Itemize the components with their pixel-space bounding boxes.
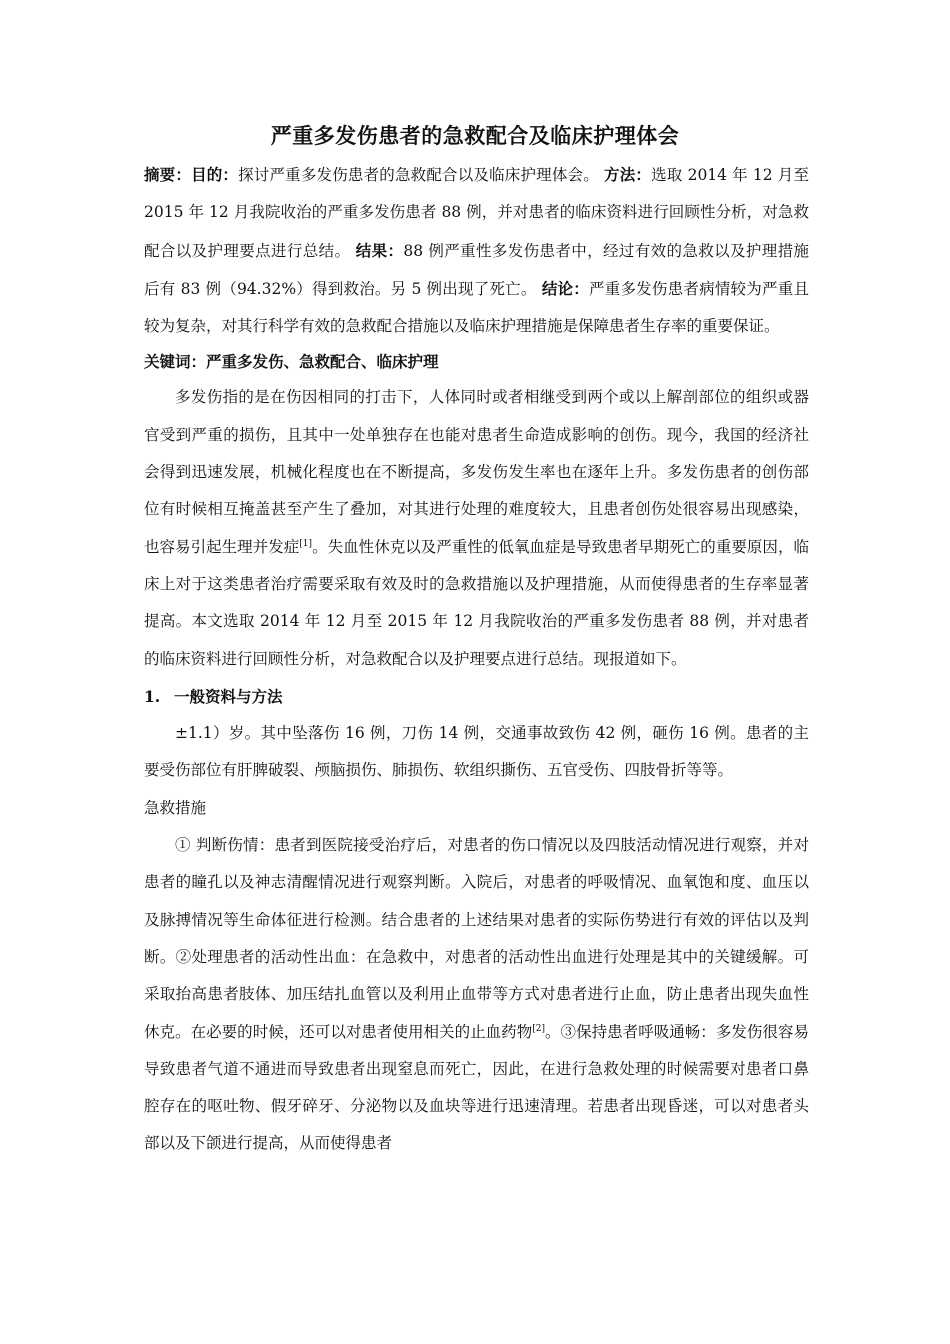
objective-text: 探讨严重多发伤患者的急救配合以及临床护理体会。 <box>238 166 599 184</box>
paper-body <box>144 156 809 1163</box>
measures-text-1: ① 判断伤情：患者到医院接受治疗后，对患者的伤口情况以及四肢活动情况进行观察，并对患者的瞳孔以及神志清醒情况进行观察判断。入院后，对患者的呼吸情况、血氧饱和度、血压以及脉搏情况等生命体征进行检测。结合患者的上述结果对患者的实际伤势进行有效的评估以及判断。②处理患者的活动性出血：在急救中，对患者的活动性出血进行处理是其中的关键缓解。可采取抬高患者肢体、加压结扎血管以及利用止血带等方式对患者进行止血，防止患者出现失血性休克。在必要的时候，还可以对患者使用相关的止血药物 <box>144 836 809 1041</box>
conclusion-text: 严重多发伤患者病情较为严重且较为复杂，对其行科学有效的急救配合措施以及临床护理措施是保障患者生存率的重要保证。 <box>144 279 809 336</box>
result-text: 88 例严重性多发伤患者中，经过有效的急救以及护理措施后有 83 例（94.32%）得到救治。另 5 例出现了死亡。 <box>144 241 809 298</box>
keywords-text: 严重多发伤、急救配合、临床护理 <box>206 352 439 372</box>
method-text: 选取 2014 年 12 月至 2015 年 12 月我院收治的严重多发伤患者 88 例，并对患者的临床资料进行回顾性分析，对急救配合以及护理要点进行总结。 <box>144 166 809 260</box>
conclusion-label: 结论： <box>541 278 589 298</box>
intro-text-2: 。失血性休克以及严重性的低氧血症是导致患者早期死亡的重要原因，临床上对于这类患者治疗需要采取有效及时的急救措施以及护理措施，从而使得患者的生存率显著提高。本文选取 2014 年 12 月至 2015 年 12 月我院收治的严重多发伤患者 88 例，并对患者的临床资料进行回顾性分析，对急救配合以及护理要点进行总结。现报道如下。 <box>144 537 809 668</box>
general-data-paragraph: ±1.1）岁。其中坠落伤 16 例，刀伤 14 例，交通事故致伤 42 例，砸伤 16 例。患者的主要受伤部位有肝脾破裂、颅脑损伤、肺损伤、软组织撕伤、五官受伤、四肢骨折等等。 <box>144 724 809 780</box>
intro-text-1: 多发伤指的是在伤因相同的打击下，人体同时或者相继受到两个或以上解剖部位的组织或器官受到严重的损伤，且其中一处单独存在也能对患者生命造成影响的创伤。现今，我国的经济社会得到迅速发展，机械化程度也在不断提高，多发伤发生率也在逐年上升。多发伤患者的创伤部位有时候相互掩盖甚至产生了叠加，对其进行处理的难度较大，且患者创伤处很容易出现感染，也容易引起生理并发症 <box>144 388 809 556</box>
objective-label: 目的： <box>191 165 239 184</box>
citation-2[interactable]: [2] <box>532 1023 545 1034</box>
subsection-heading: 急救措施 <box>144 798 207 817</box>
keywords <box>144 345 809 379</box>
citation-1[interactable]: [1] <box>299 538 313 549</box>
intro-paragraph <box>144 379 809 677</box>
section-title: 一般资料与方法 <box>174 686 283 706</box>
abstract-label: 摘要： <box>144 165 192 184</box>
measures-paragraph <box>144 827 809 1163</box>
paper-title: 严重多发伤患者的急救配合及临床护理体会 <box>270 123 680 148</box>
result-label: 结果： <box>355 240 404 260</box>
keywords-label: 关键词： <box>144 352 207 372</box>
abstract <box>144 156 809 345</box>
measures-text-2: 。③保持患者呼吸通畅：多发伤很容易导致患者气道不通进而导致患者出现窒息而死亡，因此，在进行急救处理的时候需要对患者口鼻腔存在的呕吐物、假牙碎牙、分泌物以及血块等进行迅速清理。若患者出现昏迷，可以对患者头部以及下颌进行提高，从而使得患者 <box>144 1022 809 1153</box>
section-number: 1. <box>144 686 161 706</box>
section-heading <box>144 678 809 715</box>
method-label: 方法： <box>604 165 652 184</box>
